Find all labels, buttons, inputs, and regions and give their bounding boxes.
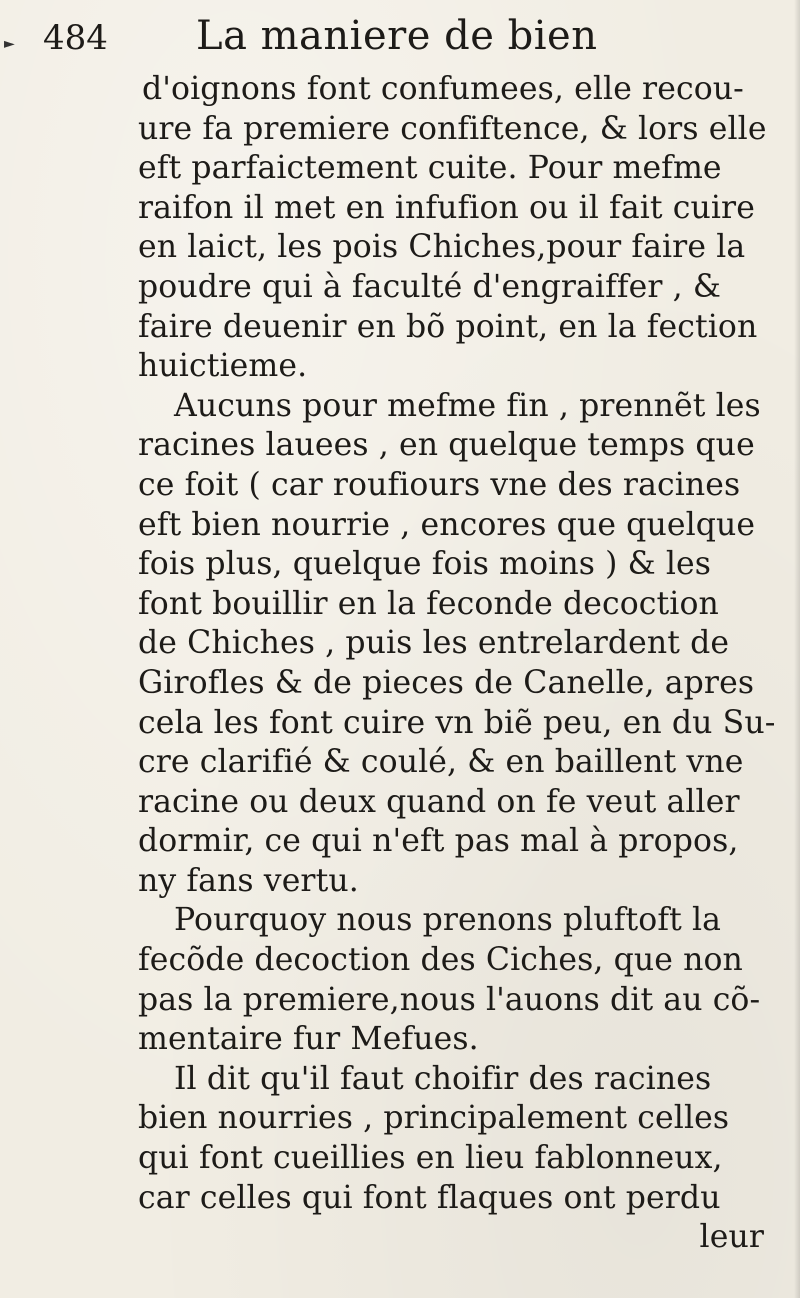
text-line: en laict, les pois Chiches,pour faire la bbox=[138, 229, 746, 266]
running-head: La maniere de bien bbox=[196, 13, 598, 59]
text-line: dormir, ce qui n'eft pas mal à propos, bbox=[138, 823, 739, 860]
text-line: raifon il met en infufion ou il fait cuire bbox=[138, 189, 755, 226]
text-line: bien nourries , principalement celles bbox=[138, 1100, 730, 1137]
text-line: huictieme. bbox=[138, 348, 308, 385]
text-line: racine ou deux quand on fe veut aller bbox=[138, 783, 740, 820]
text-line: d'oignons font confumees, elle recou- bbox=[142, 71, 744, 107]
text-line: faire deuenir en bõ point, en la fection bbox=[138, 308, 758, 345]
text-line: ny fans vertu. bbox=[138, 862, 359, 899]
text-line: eft bien nourrie , encores que quelque bbox=[138, 506, 756, 543]
page-header bbox=[0, 12, 800, 66]
body-text bbox=[138, 70, 798, 1258]
text-line: fecõde decoction des Ciches, que non bbox=[138, 942, 743, 979]
paragraph-start-line: Aucuns pour mefme fin , prennẽt les bbox=[174, 387, 761, 424]
text-line: mentaire fur Mefues. bbox=[138, 1021, 479, 1058]
text-line: pas la premiere,nous l'auons dit au cõ- bbox=[138, 981, 761, 1018]
text-line: font bouillir en la feconde decoction bbox=[138, 585, 719, 622]
text-line: cela les font cuire vn biẽ peu, en du Su- bbox=[138, 704, 776, 741]
text-line: Girofles & de pieces de Canelle, apres bbox=[138, 664, 755, 701]
text-line: poudre qui à faculté d'engraiffer , & bbox=[138, 268, 722, 305]
paragraph-start-line: Il dit qu'il faut choifir des racines bbox=[174, 1060, 712, 1097]
page-number: 484 bbox=[43, 18, 108, 58]
margin-arrow-icon: ► bbox=[4, 36, 15, 52]
text-line: eft parfaictement cuite. Pour mefme bbox=[138, 150, 722, 187]
paragraph-start-line: Pourquoy nous prenons pluftoft la bbox=[174, 902, 722, 939]
text-line: ure fa premiere confiftence, & lors elle bbox=[138, 110, 767, 147]
text-line: de Chiches , puis les entrelardent de bbox=[138, 625, 730, 662]
catchword: leur bbox=[699, 1219, 764, 1256]
text-line: fois plus, quelque fois moins ) & les bbox=[138, 546, 712, 583]
text-line: qui font cueillies en lieu fablonneux, bbox=[138, 1140, 723, 1177]
text-line: ce foit ( car roufiours vne des racines bbox=[138, 466, 741, 503]
text-line: cre clarifié & coulé, & en baillent vne bbox=[138, 744, 744, 781]
text-line: car celles qui font flaques ont perdu bbox=[138, 1179, 721, 1216]
text-line: racines lauees , en quelque temps que bbox=[138, 427, 755, 464]
